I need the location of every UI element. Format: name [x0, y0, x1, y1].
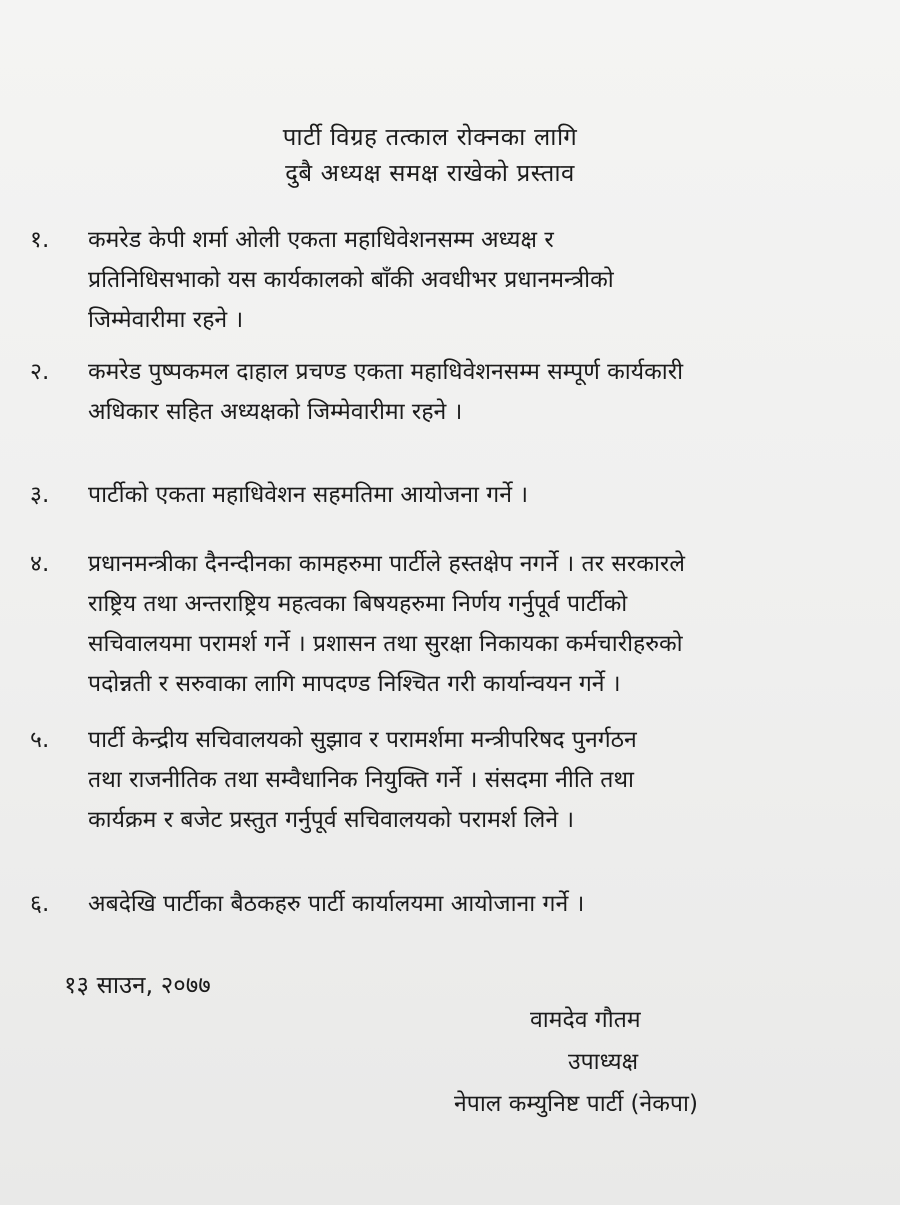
item-text — [88, 544, 685, 704]
item-line: राष्ट्रिय तथा अन्तराष्ट्रिय महत्वका बिषयहरुमा निर्णय गर्नुपूर्व पार्टीको — [88, 591, 628, 617]
item-text — [88, 720, 637, 840]
item-line: तथा राजनीतिक तथा सम्वैधानिक नियुक्ति गर्ने । संसदमा नीति तथा — [88, 767, 634, 793]
item-line: सचिवालयमा परामर्श गर्ने । प्रशासन तथा सुरक्षा निकायका कर्मचारीहरुको — [88, 631, 683, 657]
item-line: पार्टी केन्द्रीय सचिवालयको सुझाव र परामर्शमा मन्त्रीपरिषद पुनर्गठन — [88, 727, 637, 753]
item-line: प्रतिनिधिसभाको यस कार्यकालको बाँकी अवधीभर प्रधानमन्त्रीको — [88, 267, 614, 293]
item-text — [88, 884, 584, 924]
signatory-name: वामदेव गौतम — [530, 1007, 641, 1033]
item-line: अधिकार सहित अध्यक्षको जिम्मेवारीमा रहने । — [88, 399, 463, 425]
item-number: ५. — [30, 727, 50, 753]
signatory-organization: नेपाल कम्युनिष्ट पार्टी (नेकपा) — [454, 1091, 698, 1117]
item-line: कार्यक्रम र बजेट प्रस्तुत गर्नुपूर्व सचिवालयको परामर्श लिने । — [88, 807, 575, 833]
item-line: अबदेखि पार्टीका बैठकहरु पार्टी कार्यालयमा आयोजाना गर्ने । — [88, 891, 585, 917]
signatory-role: उपाध्यक्ष — [568, 1049, 639, 1075]
item-number: ४. — [30, 551, 50, 577]
item-number: ३. — [30, 482, 50, 508]
item-line: प्रधानमन्त्रीका दैनन्दीनका कामहरुमा पार्टीले हस्तक्षेप नगर्ने । तर सरकारले — [88, 551, 685, 577]
item-line: पार्टीको एकता महाधिवेशन सहमतिमा आयोजना गर्ने । — [88, 482, 529, 508]
document-date: १३ साउन, २०७७ — [64, 971, 211, 999]
item-line: पदोन्नती र सरुवाका लागि मापदण्ड निश्चित गरी कार्यान्वयन गर्ने । — [88, 671, 621, 697]
item-line: कमरेड केपी शर्मा ओली एकता महाधिवेशनसम्म अध्यक्ष र — [88, 227, 554, 253]
document-title-line-2: दुबै अध्यक्ष समक्ष राखेको प्रस्ताव — [285, 159, 575, 187]
item-number: ६. — [30, 891, 50, 917]
item-text — [88, 352, 683, 432]
item-line: कमरेड पुष्पकमल दाहाल प्रचण्ड एकता महाधिवेशनसम्म सम्पूर्ण कार्यकारी — [88, 359, 684, 385]
item-number: २. — [30, 359, 50, 385]
document-title-line-1: पार्टी विग्रह तत्काल रोक्नका लागि — [282, 123, 578, 151]
item-text — [88, 475, 528, 515]
item-number: १. — [30, 227, 50, 253]
item-line: जिम्मेवारीमा रहने । — [88, 307, 244, 333]
item-text — [88, 220, 614, 340]
